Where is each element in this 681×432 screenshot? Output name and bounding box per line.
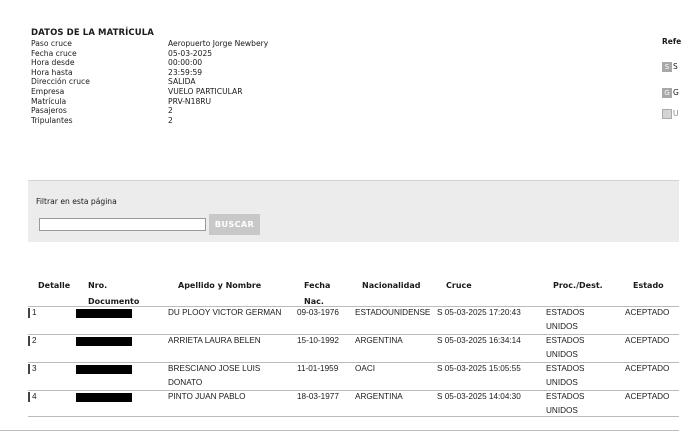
info-row [31, 77, 268, 87]
person-name: DU PLOOY VICTOR GERMAN [168, 308, 282, 317]
header-cruce: Cruce [446, 281, 472, 290]
info-row [31, 39, 268, 49]
reference-u-label: U [673, 109, 679, 118]
crossing-datetime: S 05-03-2025 15:05:55 [437, 364, 521, 373]
status: ACEPTADO [625, 336, 670, 345]
detalle-link[interactable]: 2 [32, 336, 37, 345]
info-label: Matrícula [31, 96, 67, 106]
search-button[interactable]: BUSCAR [209, 214, 260, 235]
status: ACEPTADO [625, 364, 670, 373]
detalle-link[interactable]: 3 [32, 364, 37, 373]
origin-destination: ESTADOS [546, 364, 585, 373]
birth-date: 18-03-1977 [297, 392, 339, 401]
nationality: OACI [355, 364, 376, 373]
origin-destination-line2: UNIDOS [546, 406, 578, 415]
document-redacted [76, 309, 132, 318]
info-value: 00:00:00 [168, 58, 203, 68]
filter-panel [28, 180, 679, 242]
crossing-datetime: S 05-03-2025 16:34:14 [437, 336, 521, 345]
bottom-divider [0, 430, 679, 431]
detalle-link[interactable]: 4 [32, 392, 37, 401]
nationality: ARGENTINA [355, 392, 403, 401]
info-value: SALIDA [168, 77, 196, 87]
info-row [31, 58, 268, 68]
matricula-info [31, 39, 268, 125]
person-name: ARRIETA LAURA BELEN [168, 336, 261, 345]
person-name-line2: DONATO [168, 378, 203, 387]
info-value: VUELO PARTICULAR [168, 86, 243, 96]
origin-destination-line2: UNIDOS [546, 378, 578, 387]
nationality: ESTADOUNIDENSE [355, 308, 431, 317]
person-name: PINTO JUAN PABLO [168, 392, 246, 401]
filter-label: Filtrar en esta página [36, 197, 117, 206]
row-marker [28, 308, 30, 318]
person-name: BRESCIANO JOSE LUIS [168, 364, 261, 373]
status: ACEPTADO [625, 308, 670, 317]
reference-u-icon [662, 109, 672, 119]
detalle-link[interactable]: 1 [32, 308, 37, 317]
crossing-datetime: S 05-03-2025 14:04:30 [437, 392, 521, 401]
header-estado: Estado [633, 281, 664, 290]
header-fecha: Fecha Nac. [304, 281, 331, 306]
info-row [31, 87, 268, 97]
origin-destination: ESTADOS [546, 392, 585, 401]
info-value: 2 [168, 115, 173, 125]
document-redacted [76, 365, 132, 374]
origin-destination: ESTADOS [546, 336, 585, 345]
reference-s-icon: S [662, 62, 672, 72]
references-title: Refe [662, 37, 681, 46]
reference-g-label: G [673, 88, 679, 97]
info-value: Aeropuerto Jorge Newbery [168, 39, 269, 48]
row-marker [28, 392, 30, 402]
info-label: Pasajeros [31, 106, 67, 116]
header-nacionalidad: Nacionalidad [362, 281, 421, 290]
info-value: PRV-N18RU [168, 96, 212, 106]
filter-input[interactable] [39, 218, 206, 231]
info-label: Dirección cruce [31, 77, 90, 87]
info-label: Hora hasta [31, 67, 73, 77]
header-detalle: Detalle [38, 281, 71, 290]
info-label: Fecha cruce [31, 48, 77, 58]
origin-destination: ESTADOS [546, 308, 585, 317]
info-label: Tripulantes [31, 115, 73, 125]
birth-date: 09-03-1976 [297, 308, 339, 317]
table-bottom-line [28, 416, 679, 417]
info-value: 2 [168, 106, 173, 116]
info-row [31, 97, 268, 107]
origin-destination-line2: UNIDOS [546, 322, 578, 331]
section-title: DATOS DE LA MATRÍCULA [31, 28, 154, 38]
header-documento: Nro. Documento [88, 281, 140, 306]
header-proc: Proc./Dest. [553, 281, 603, 290]
info-row [31, 106, 268, 116]
info-row [31, 49, 268, 59]
row-marker [28, 364, 30, 374]
info-value: 23:59:59 [168, 67, 203, 77]
document-redacted [76, 393, 132, 402]
origin-destination-line2: UNIDOS [546, 350, 578, 359]
nationality: ARGENTINA [355, 336, 403, 345]
birth-date: 15-10-1992 [297, 336, 339, 345]
info-value: 05-03-2025 [168, 48, 213, 58]
crossing-datetime: S 05-03-2025 17:20:43 [437, 308, 521, 317]
status: ACEPTADO [625, 392, 670, 401]
info-label: Paso cruce [31, 39, 72, 48]
reference-s-label: S [673, 62, 678, 71]
header-nombre: Apellido y Nombre [178, 281, 262, 290]
info-label: Empresa [31, 86, 65, 96]
document-redacted [76, 337, 132, 346]
info-row [31, 68, 268, 78]
birth-date: 11-01-1959 [297, 364, 339, 373]
info-label: Hora desde [31, 58, 75, 68]
info-row [31, 116, 268, 126]
reference-g-icon: G [662, 88, 672, 98]
row-marker [28, 336, 30, 346]
